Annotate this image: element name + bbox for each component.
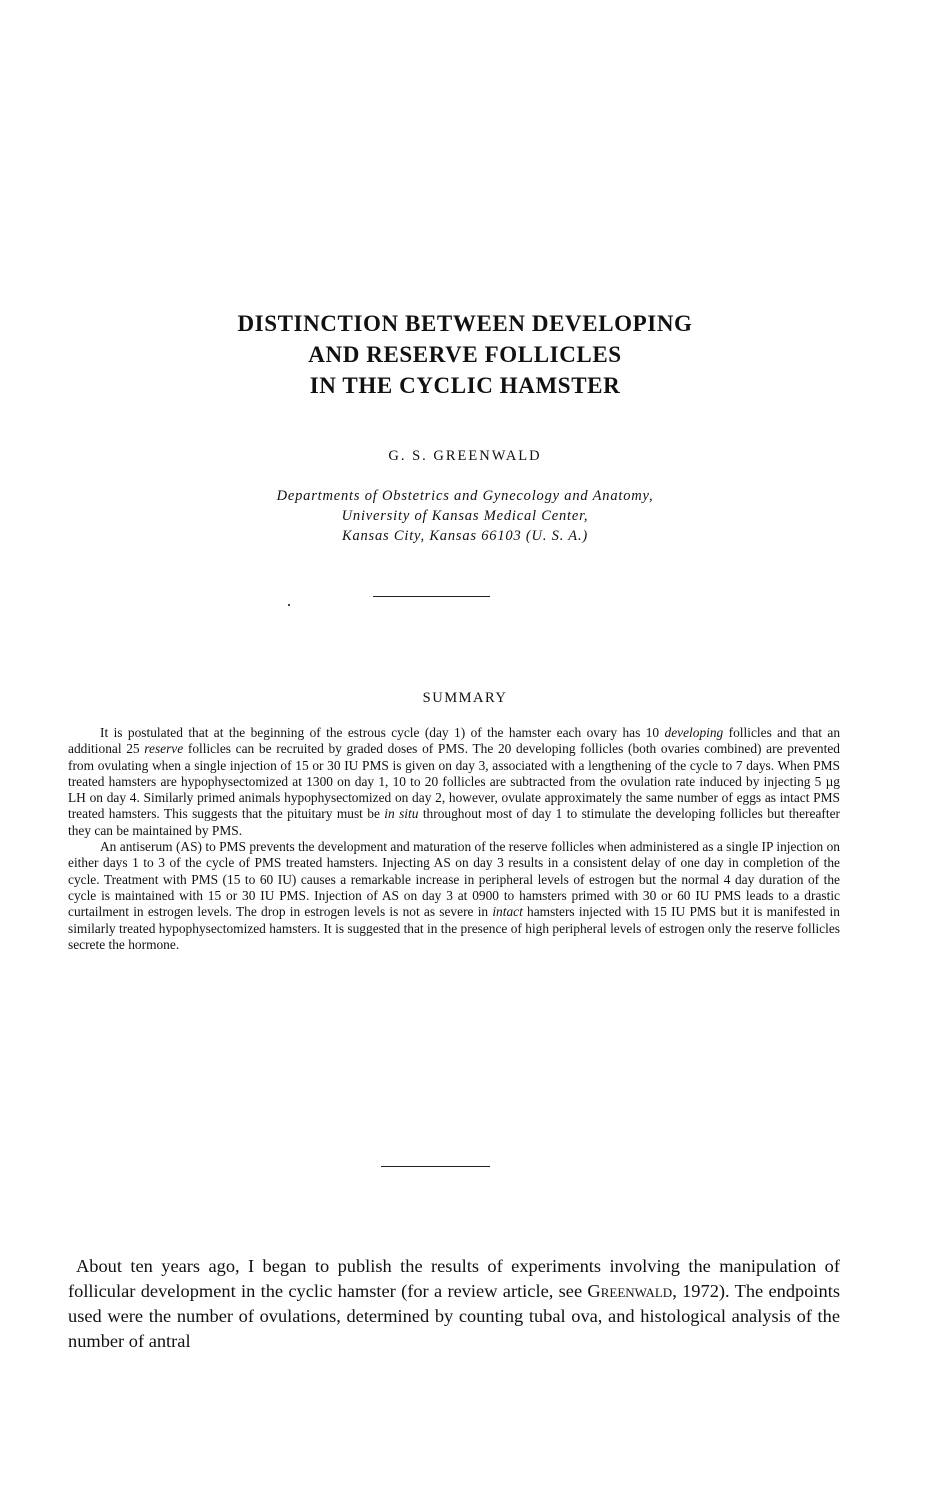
body-paragraph [68, 1254, 840, 1354]
italic-term: developing [664, 725, 724, 740]
summary-paragraph [68, 725, 840, 839]
summary-paragraph [68, 839, 840, 953]
text-run: throughout most of day 1 to stimulate the developing follicles but thereafter they can be maintained by PMS. [68, 806, 840, 838]
affiliation-line: University of Kansas Medical Center, [341, 508, 589, 524]
italic-term: in situ [384, 806, 419, 822]
affiliation-line: Departments of Obstetrics and Gynecology and Anatomy, [276, 488, 654, 504]
title-line: IN THE CYCLIC HAMSTER [309, 373, 621, 398]
title-line: AND RESERVE FOLLICLES [308, 342, 622, 367]
text-run: An antiserum (AS) to PMS prevents the development and maturation of the reserve follicles when administered as a single IP injection on either days 1 to 3 of the cycle of PMS treated hamsters. Injecting AS on day 3 results in a consistent delay of one day in completion of the cycle. Treatment with PMS (15 to 60 IU) causes a remarkable increase in peripheral levels of estrogen but the normal 4 day duration of the cycle is maintained with 15 or 30 IU PMS. Injection of AS on day 3 at 0900 to hamsters primed with 30 or 60 IU PMS leads to a drastic curtailment in estrogen levels. The drop in estrogen levels is not as severe in [68, 839, 840, 920]
body-text [68, 1254, 840, 1354]
text-run: , 1972). The endpoints used were the number of ovulations, determined by counting tubal ova, and histological analysis of the number of antral [68, 1281, 840, 1351]
text-run: follicles can be recruited by graded doses of PMS. The 20 developing follicles (both ovaries combined) are prevented from ovulating when a single injection of 15 or 30 IU PMS is given on day 3, associated with a lengthening of the cycle to 7 days. When PMS treated hamsters are hypophysectomized at 1300 on day 1, 10 to 20 follicles are subtracted from the ovulation rate induced by injecting 5 µg LH on day 4. Similarly primed animals hypophysectomized on day 2, however, ovulate approximately the same number of eggs as intact PMS treated hamsters. This suggests that the pituitary must be [68, 741, 840, 822]
title-line: DISTINCTION BETWEEN DEVELOPING [237, 311, 693, 336]
print-speck [288, 604, 290, 606]
article-title [110, 308, 820, 401]
affiliation-line: Kansas City, Kansas 66103 (U. S. A.) [341, 528, 589, 544]
text-run: hamsters injected with 15 IU PMS but it is manifested in similarly treated hypophysectomized hamsters. It is suggested that in the presence of high peripheral levels of estrogen only the reserve follicles secrete the hormone. [68, 904, 840, 952]
text-run: It is postulated that at the beginning of the estrous cycle (day 1) of the hamster each ovary has 10 [100, 725, 665, 740]
author-name: G. S. GREENWALD [388, 448, 542, 464]
text-run: About ten years ago, I began to publish the results of experiments involving the manipulation of follicular development in the cyclic hamster (for a review article, see [68, 1256, 840, 1301]
italic-term: intact [492, 904, 523, 920]
text-run: follicles and that an additional 25 [68, 725, 841, 757]
section-divider [381, 1166, 490, 1167]
citation-author: Greenwald [587, 1281, 673, 1301]
author-affiliation [110, 486, 820, 546]
italic-term: reserve [144, 741, 184, 757]
summary-section [68, 725, 840, 953]
summary-heading: SUMMARY [422, 690, 508, 706]
section-divider [373, 596, 490, 597]
